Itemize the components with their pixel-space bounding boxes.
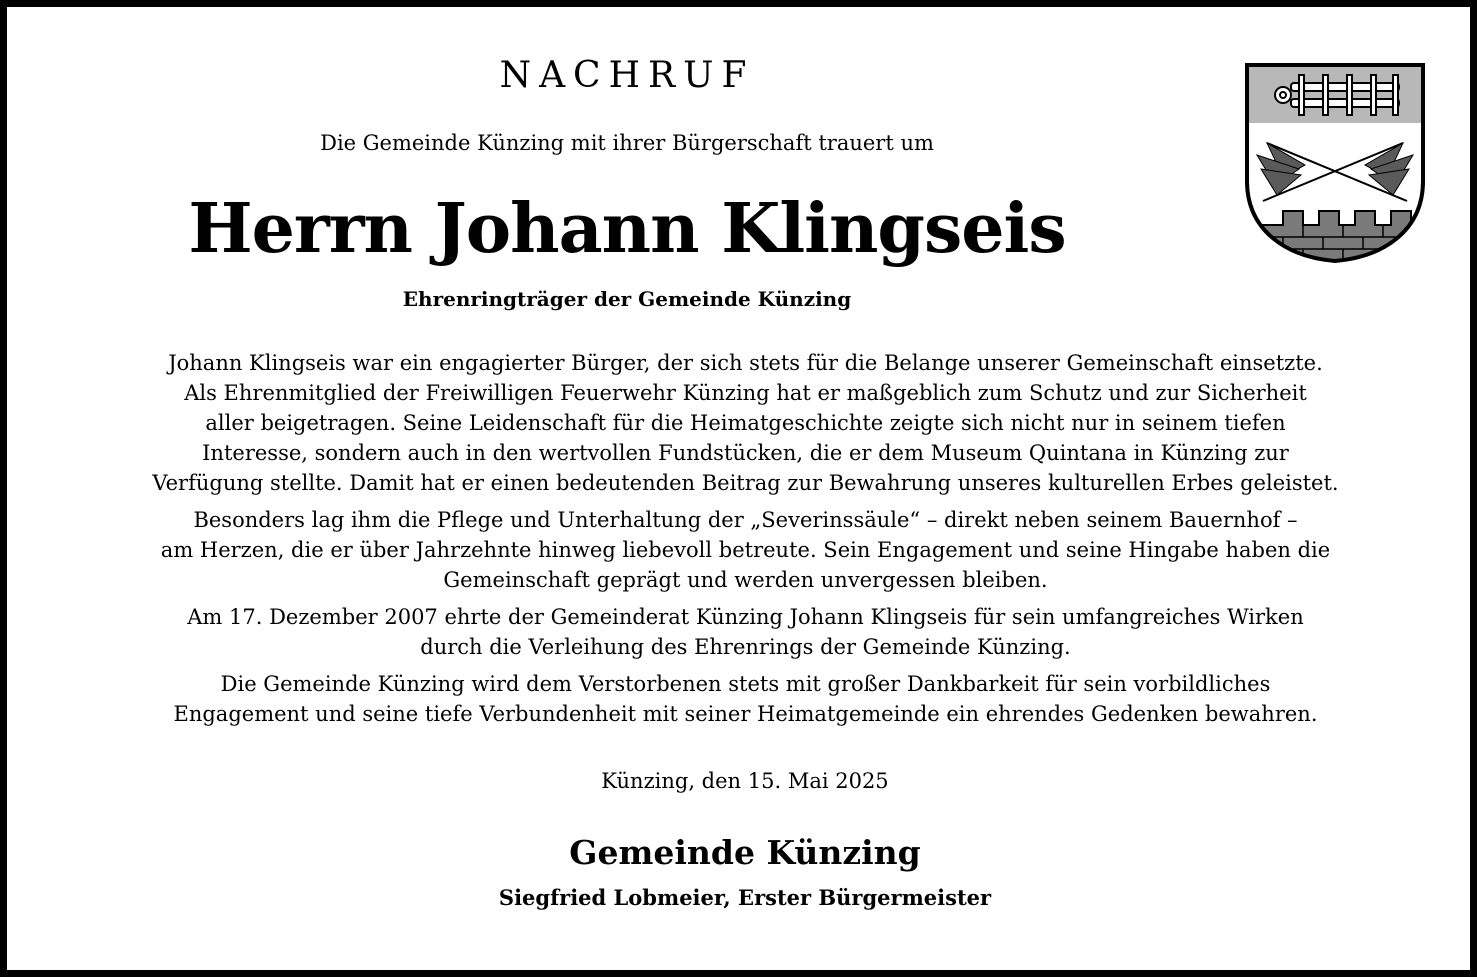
body-paragraph-4 xyxy=(37,669,1454,729)
honor-title: Ehrenringträger der Gemeinde Künzing xyxy=(402,287,852,311)
notice-intro: Die Gemeinde Künzing mit ihrer Bürgerschaft trauert um xyxy=(320,131,934,155)
body-line: Besonders lag ihm die Pflege und Unterhaltung der „Severinssäule“ – direkt neben seinem Bauernhof – xyxy=(193,508,1298,532)
obituary-body xyxy=(37,348,1454,736)
deceased-name: Herrn Johann Klingseis xyxy=(188,189,1066,269)
notice-heading: NACHRUF xyxy=(499,55,755,96)
body-line: aller beigetragen. Seine Leidenschaft für die Heimatgeschichte zeigte sich nicht nur in seinem tiefen xyxy=(205,411,1286,435)
body-line: Die Gemeinde Künzing wird dem Verstorbenen stets mit großer Dankbarkeit für sein vorbildliches xyxy=(220,672,1271,696)
body-paragraph-3 xyxy=(37,602,1454,662)
body-line: Engagement und seine tiefe Verbundenheit mit seiner Heimatgemeinde ein ehrendes Gedenken bewahren. xyxy=(173,702,1318,726)
body-line: Am 17. Dezember 2007 ehrte der Gemeinderat Künzing Johann Klingseis für sein umfangreiches Wirken xyxy=(187,605,1304,629)
body-paragraph-2 xyxy=(37,505,1454,595)
body-line: Gemeinschaft geprägt und werden unvergessen bleiben. xyxy=(443,568,1048,592)
body-paragraph-1 xyxy=(37,348,1454,498)
body-line: Johann Klingseis war ein engagierter Bürger, der sich stets für die Belange unserer Gemeinschaft einsetzte. xyxy=(168,351,1323,375)
body-line: Verfügung stellte. Damit hat er einen bedeutenden Beitrag zur Bewahrung unseres kulturellen Erbes geleistet. xyxy=(152,471,1339,495)
place-date: Künzing, den 15. Mai 2025 xyxy=(601,769,889,793)
body-line: Interesse, sondern auch in den wertvollen Fundstücken, die er dem Museum Quintana in Künzing zur xyxy=(202,441,1289,465)
body-line: am Herzen, die er über Jahrzehnte hinweg liebevoll betreute. Sein Engagement und seine Hingabe haben die xyxy=(160,538,1331,562)
body-line: durch die Verleihung des Ehrenrings der Gemeinde Künzing. xyxy=(420,635,1071,659)
signature-person: Siegfried Lobmeier, Erster Bürgermeister xyxy=(498,885,992,910)
coat-of-arms-icon xyxy=(1243,61,1427,265)
signature-organization: Gemeinde Künzing xyxy=(569,833,921,872)
body-line: Als Ehrenmitglied der Freiwilligen Feuerwehr Künzing hat er maßgeblich zum Schutz und zur Sicherheit xyxy=(184,381,1307,405)
